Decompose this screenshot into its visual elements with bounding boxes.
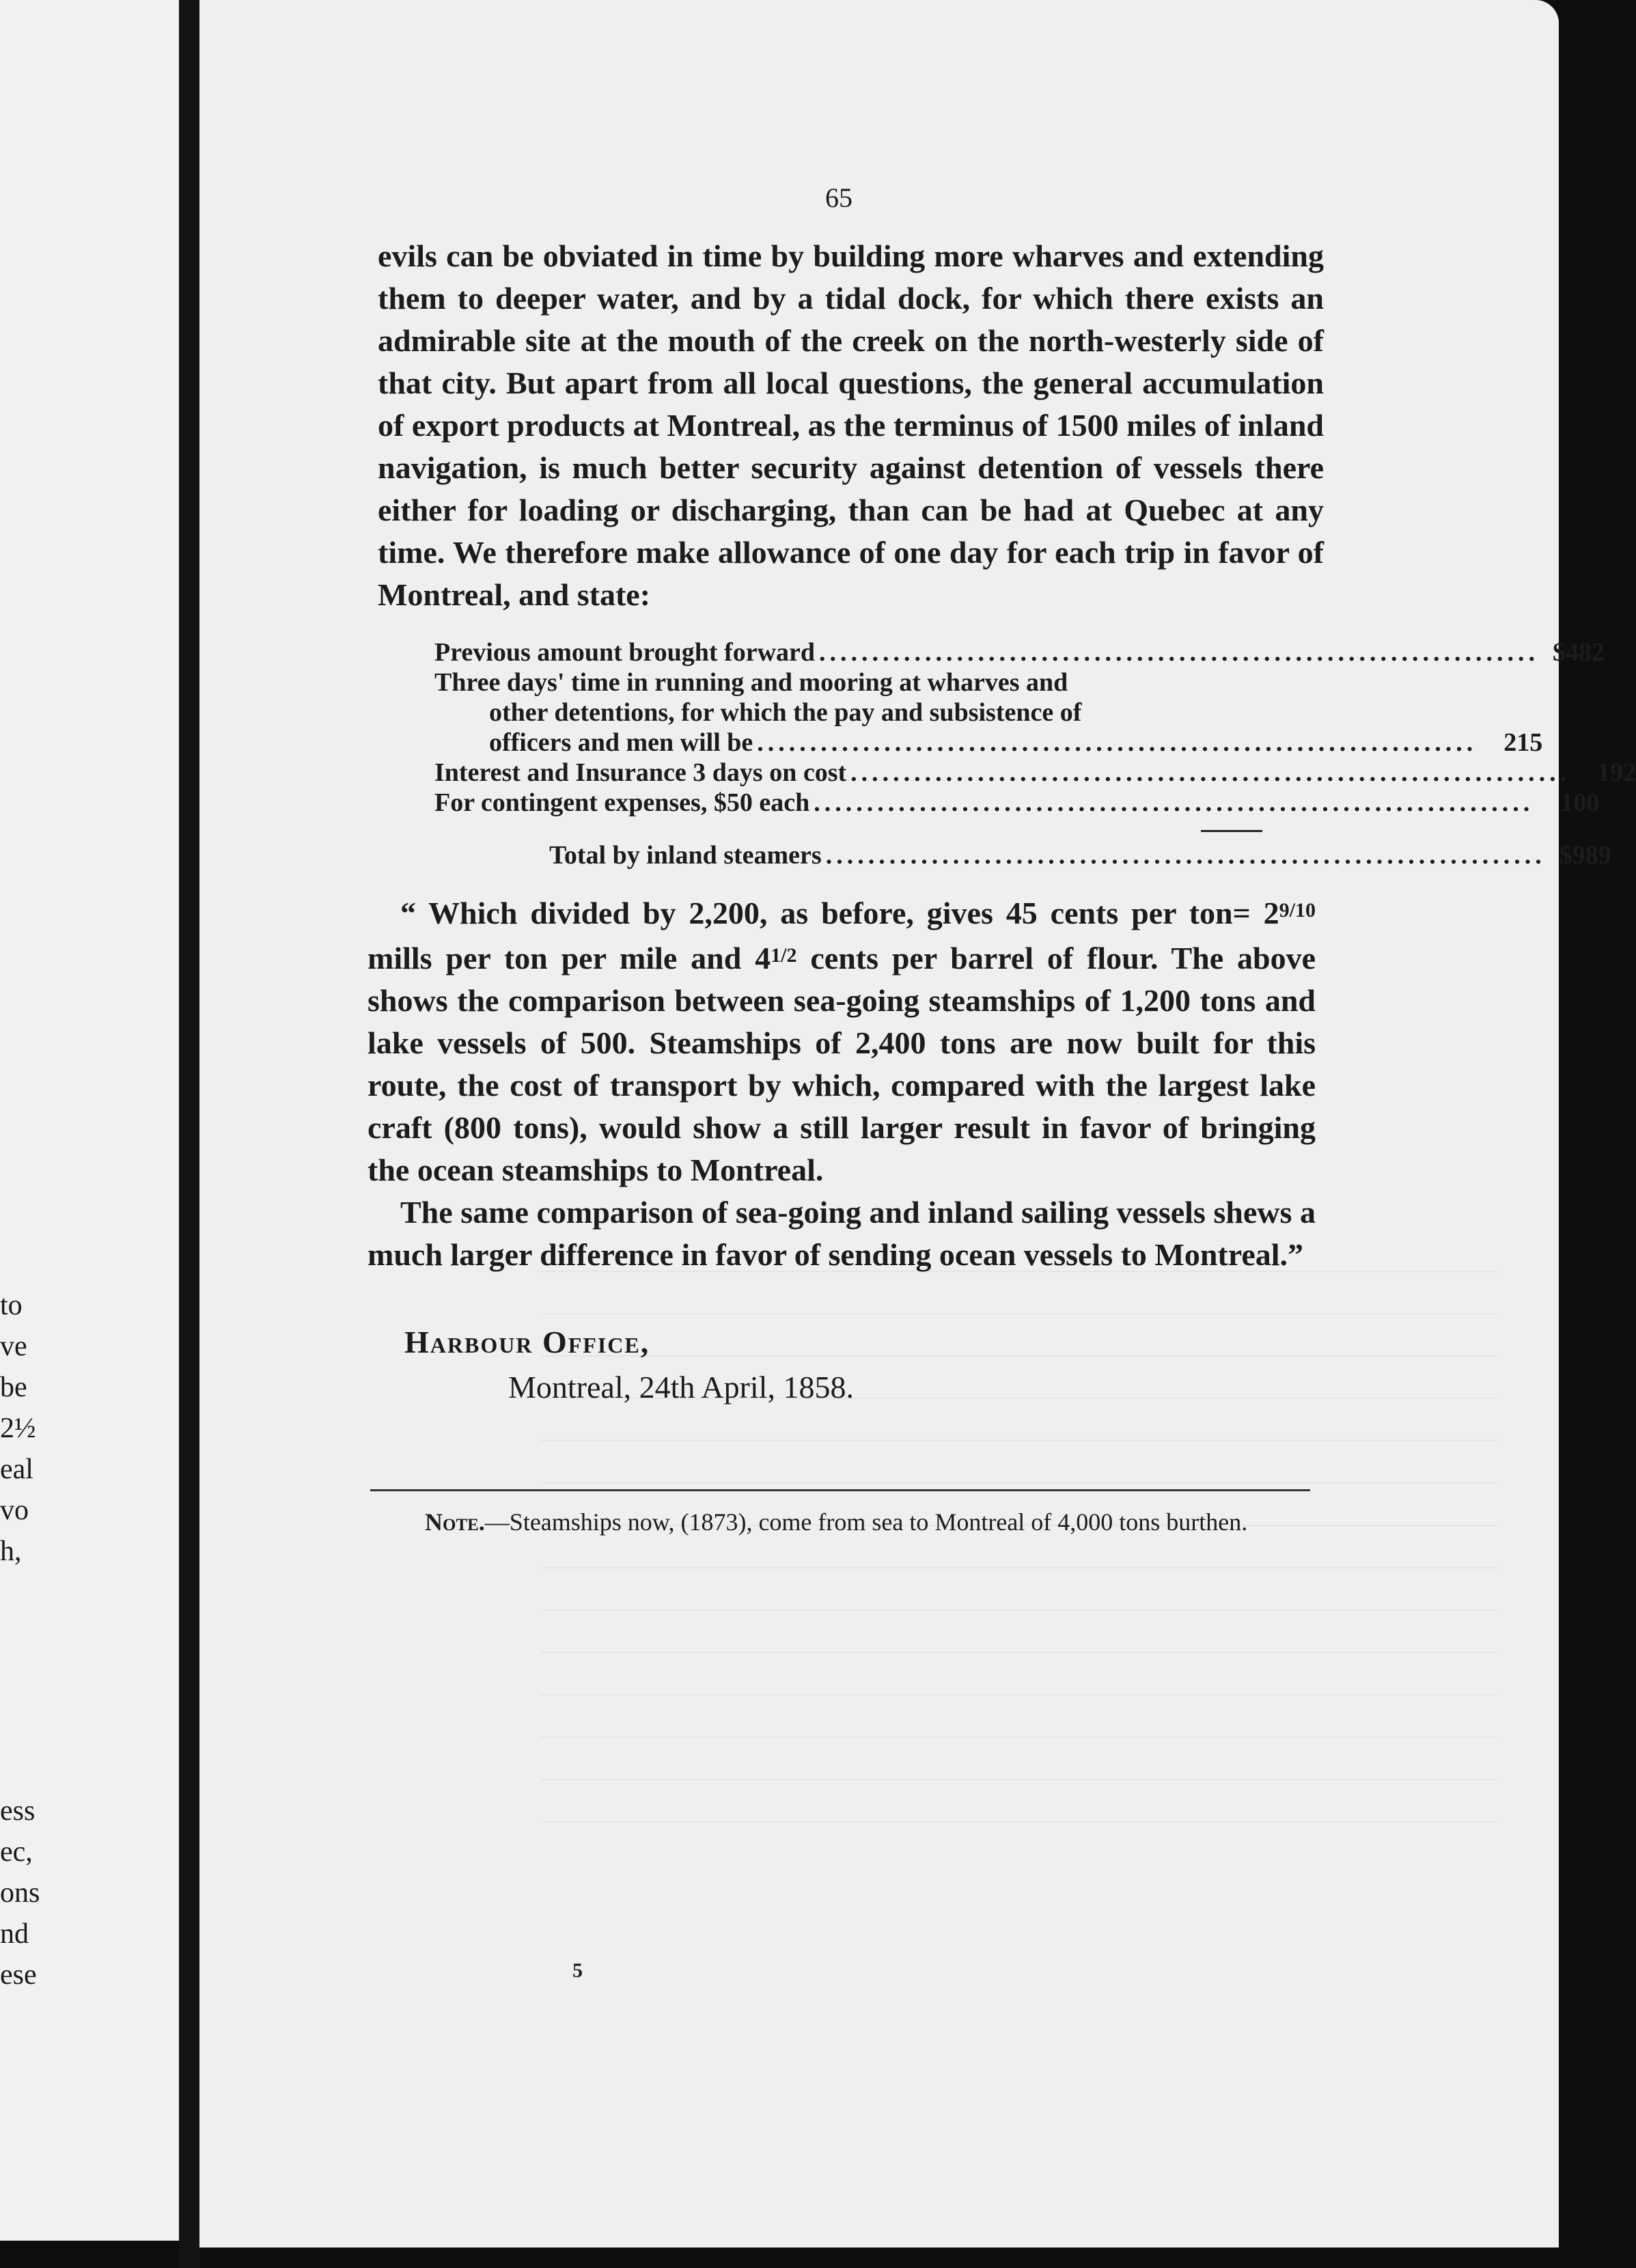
ledger-label: Three days' time in running and mooring at wharves and bbox=[434, 668, 1068, 697]
ledger-label: Interest and Insurance 3 days on cost bbox=[434, 758, 847, 787]
ledger-amount: 192 bbox=[1597, 758, 1636, 787]
signature-office: Harbour Office, bbox=[404, 1325, 650, 1359]
paragraph-1-text: evils can be obviated in time by building more wharves and extending them to deeper water, and by a tidal dock, for which there exists an admirable site at the mouth of the creek on the north-westerly side of that city. But apart from all local questions, the general accumulation of export products at Montreal, as the terminus of 1500 miles of inland navigation, is much better security against detention of vessels there either for loading or discharging, than can be had at Quebec at any time. We therefore make allowance of one day for each trip in favor of Montreal, and state: bbox=[378, 238, 1324, 612]
paragraph-2 bbox=[368, 889, 1316, 1191]
paragraph-2-part1: “ Which divided by 2,200, as before, gives 45 cents per ton= bbox=[400, 896, 1251, 930]
paragraph-3: The same comparison of sea-going and inland sailing vessels shews a much larger difference in favor of sending ocean vessels to Montreal.” bbox=[368, 1195, 1316, 1272]
facing-page-fragment: vo bbox=[0, 1495, 29, 1526]
footnote bbox=[370, 1503, 1310, 1541]
total-rule bbox=[1201, 830, 1262, 832]
ledger-leader: .................................................................... bbox=[757, 728, 1478, 757]
paragraph-1 bbox=[378, 235, 1324, 616]
fraction-nine-tenths: 9/10 bbox=[1279, 899, 1316, 922]
ledger-label: officers and men will be bbox=[489, 728, 753, 757]
facing-page-fragment: be bbox=[0, 1372, 27, 1403]
ledger-amount: 215 bbox=[1503, 728, 1543, 757]
facing-page-fragment: ve bbox=[0, 1331, 27, 1362]
paragraph-2-part2b: mills per ton per mile and 4 bbox=[368, 941, 771, 976]
page-number: 65 bbox=[825, 182, 852, 213]
facing-page-fragment: ons bbox=[0, 1877, 40, 1909]
facing-page-fragment: 2½ bbox=[0, 1413, 36, 1444]
ledger-row-total bbox=[434, 840, 1611, 870]
facing-page bbox=[0, 0, 179, 2241]
ledger-row-time-line2 bbox=[434, 697, 1262, 728]
ledger-label: Previous amount brought forward bbox=[434, 638, 816, 667]
ledger-total-amount: $989 bbox=[1559, 841, 1611, 870]
facing-page-fragment: ess bbox=[0, 1795, 36, 1827]
ledger-row-time-line3 bbox=[434, 728, 1543, 758]
paragraph-2-block bbox=[368, 889, 1316, 1276]
facing-page-fragment: h, bbox=[0, 1536, 22, 1567]
signature-block bbox=[404, 1320, 854, 1410]
ledger-leader: .................................................................... bbox=[814, 788, 1534, 817]
ledger-row-previous bbox=[434, 637, 1605, 667]
printer-signature-mark: 5 bbox=[572, 1959, 583, 1982]
ledger-leader: .................................................................... bbox=[825, 841, 1546, 870]
ledger-row-contingent bbox=[434, 788, 1600, 818]
ledger-label: For contingent expenses, $50 each bbox=[434, 788, 810, 817]
footnote-rule bbox=[370, 1489, 1310, 1491]
ledger-row-interest bbox=[434, 758, 1636, 788]
paragraph-2-part2a: 2 bbox=[1263, 896, 1279, 930]
ledger-leader: .................................................................... bbox=[819, 638, 1540, 667]
facing-page-fragment: eal bbox=[0, 1454, 33, 1485]
signature-place-date: Montreal, 24th April, 1858. bbox=[508, 1370, 854, 1405]
cost-ledger bbox=[434, 637, 1636, 870]
ledger-label: other detentions, for which the pay and subsistence of bbox=[489, 698, 1082, 727]
paragraph-2-part2c: cents per barrel of flour. The above shows the comparison between sea-going steamships of 1,200 tons and lake vessels of 500. Steamships of 2,400 tons are now built for this route, the cost of transport by which, compared with the largest lake craft (800 tons), would show a still larger result in favor of bringing the ocean steamships to Montreal. bbox=[368, 941, 1316, 1187]
footnote-text: —Steamships now, (1873), come from sea to Montreal of 4,000 tons burthen. bbox=[484, 1508, 1248, 1536]
facing-page-fragment: to bbox=[0, 1290, 23, 1321]
book-gutter bbox=[179, 0, 199, 2268]
fraction-one-half: 1/2 bbox=[771, 944, 797, 967]
ledger-leader: .................................................................... bbox=[850, 758, 1571, 787]
footnote-lead: Note. bbox=[425, 1508, 485, 1536]
facing-page-fragment: nd bbox=[0, 1918, 29, 1950]
ledger-total-label: Total by inland steamers bbox=[549, 841, 822, 870]
ledger-row-time-line1 bbox=[434, 667, 1262, 697]
ledger-amount: 100 bbox=[1560, 788, 1600, 817]
facing-page-fragment: ese bbox=[0, 1959, 37, 1991]
facing-page-fragment: ec, bbox=[0, 1836, 33, 1868]
ledger-amount: $482 bbox=[1553, 638, 1605, 667]
